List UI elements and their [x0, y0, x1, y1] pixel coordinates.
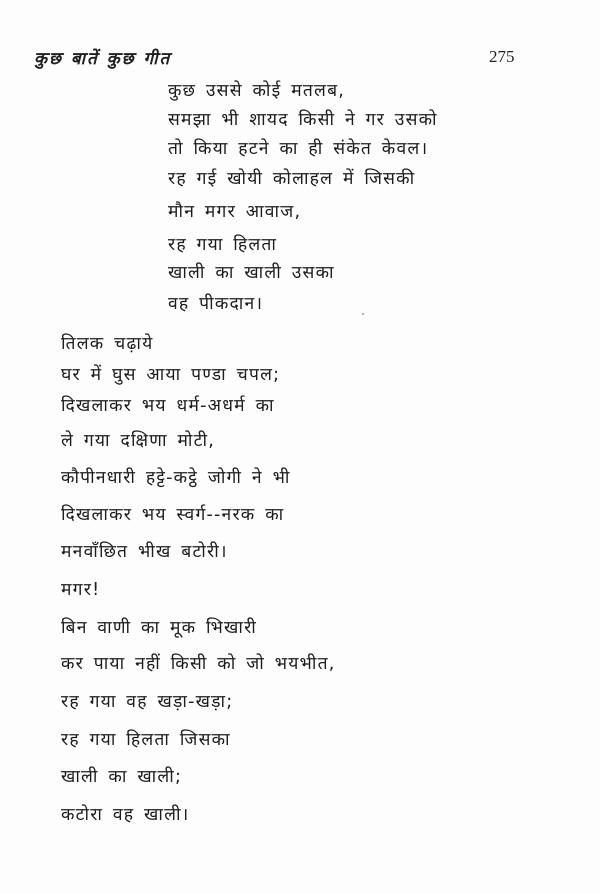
poem-line: कर पाया नहीं किसी को जो भयभीत,	[61, 654, 336, 674]
poem-line: तिलक चढ़ाये	[61, 334, 154, 354]
poem-line: रह गया हिलता	[168, 235, 278, 255]
poem-line: वह पीकदान।	[168, 294, 264, 314]
poem-line: कुछ उससे कोई मतलब,	[168, 81, 346, 101]
running-head-title: कुछ बातें कुछ गीत	[34, 49, 172, 69]
poem-line: कटोरा वह खाली।	[61, 805, 190, 825]
poem-line: मौन मगर आवाज,	[168, 202, 302, 222]
poem-line: खाली का खाली;	[61, 767, 183, 787]
poem-line: रह गया वह खड़ा-खड़ा;	[61, 692, 234, 712]
poem-line: बिन वाणी का मूक भिखारी	[61, 618, 257, 638]
poem-line: घर में घुस आया पण्डा चपल;	[61, 365, 281, 385]
poem-line: समझा भी शायद किसी ने गर उसको	[168, 110, 438, 130]
poem-line: ले गया दक्षिणा मोटी,	[61, 431, 215, 451]
poem-line: कौपीनधारी हट्टे-कट्ठे जोगी ने भी	[61, 468, 291, 488]
poem-line: तो किया हटने का ही संकेत केवल।	[168, 139, 429, 159]
poem-line: मगर!	[61, 580, 101, 600]
poem-line: खाली का खाली उसका	[168, 263, 335, 283]
poem-line: दिखलाकर भय स्वर्ग--नरक का	[61, 505, 285, 525]
poem-line: रह गई खोयी कोलाहल में जिसकी	[168, 169, 416, 189]
poem-line: मनवाँछित भीख बटोरी।	[61, 542, 228, 562]
scan-speck	[362, 313, 364, 315]
poem-line: दिखलाकर भय धर्म-अधर्म का	[61, 396, 275, 416]
poem-line: रह गया हिलता जिसका	[61, 730, 231, 750]
page-number: 275	[489, 47, 515, 66]
